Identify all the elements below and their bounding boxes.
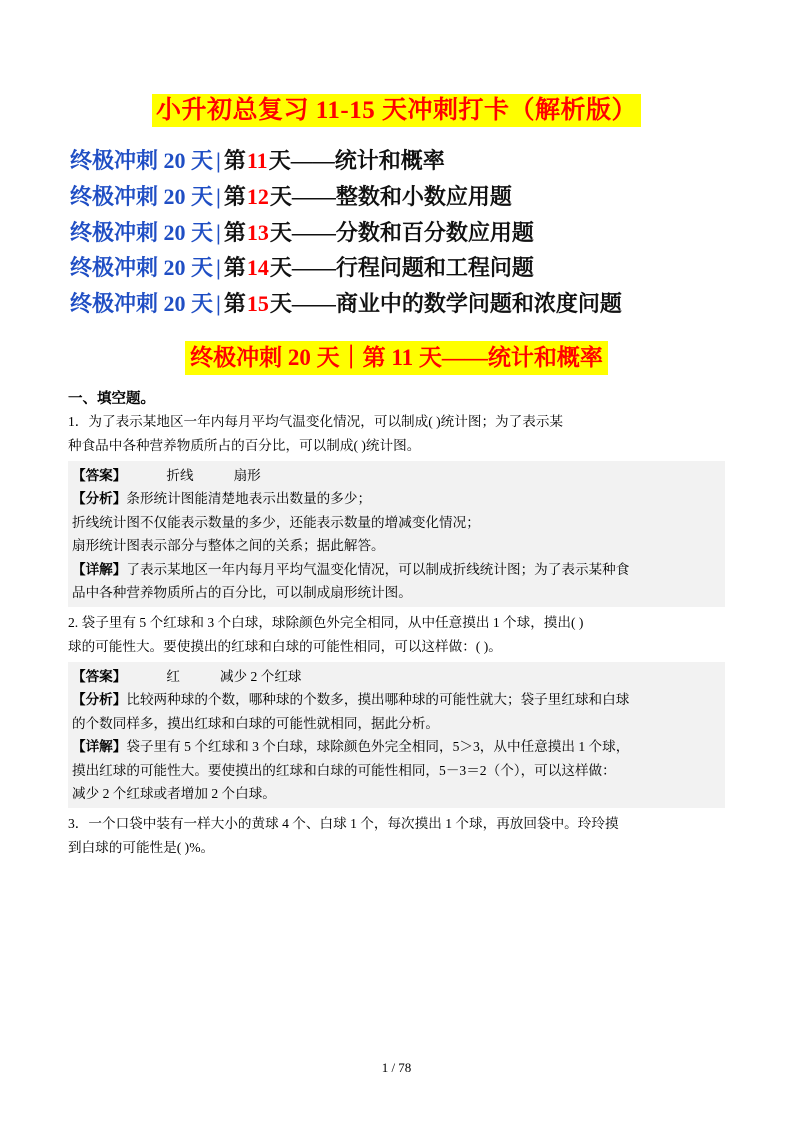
page-footer: 1 / 78 [381,1060,412,1075]
detail-label: 【详解】 [72,561,127,577]
day-label-pre: 第 [223,219,246,245]
day-label-post: 天—— [268,148,335,174]
detail-text: 袋子里有 5 个红球和 3 个白球，球除颜色外完全相同，5＞3，从中任意摸出 1 个球， [126,739,630,755]
question-stem-text: 一个口袋中装有一样大小的黄球 4 个、白球 1 个，每次摸出 1 个球，再放回袋中。玲玲摸 [88,816,619,832]
question-stem-line [68,410,725,433]
day-prefix: 终极冲刺 20 天 [70,148,214,174]
day-prefix: 终极冲刺 20 天 [70,183,214,209]
question-number: 1． [68,414,89,430]
day-number: 12 [246,183,269,209]
list-item [70,143,725,179]
day-number: 13 [246,219,269,245]
question-stem-line: 球的可能性大。要使摸出的红球和白球的可能性相同，可以这样做：( )。 [68,638,502,654]
detail-line [72,735,721,758]
day-prefix: 终极冲刺 20 天 [70,290,214,316]
day-label-pre: 第 [223,148,246,174]
day-list [70,143,725,321]
analysis-line: 扇形统计图表示部分与整体之间的关系；据此解答。 [72,538,385,554]
day-bar: | [216,290,221,316]
day-label-post: 天—— [269,290,336,316]
day-label-post: 天—— [269,183,336,209]
detail-line: 减少 2 个红球或者增加 2 个白球。 [72,785,276,801]
list-item [70,250,725,286]
day-topic: 商业中的数学问题和浓度问题 [335,290,622,316]
day-number: 15 [246,290,269,316]
list-item [70,286,725,322]
answer-label: 【答案】 [72,669,127,685]
detail-line [72,558,721,581]
question-type-heading: 一、填空题。 [68,391,155,408]
question-stem-line: 种食品中各种营养物质所占的百分比，可以制成( )统计图。 [68,437,421,453]
day-bar: | [216,255,221,281]
analysis-label: 【分析】 [72,692,127,708]
day-label-post: 天—— [269,255,336,281]
page-title-text: 小升初总复习 11-15 天冲刺打卡（解析版） [152,94,641,127]
detail-line: 摸出红球的可能性大。要使摸出的红球和白球的可能性相同，5－3＝2（个），可以这样做： [72,762,616,778]
page-title [68,94,725,127]
answer-value: 红 [166,669,180,685]
day-bar: | [216,183,221,209]
analysis-line: 的个数同样多，摸出红球和白球的可能性就相同，据此分析。 [72,715,440,731]
detail-line: 品中各种营养物质所占的百分比，可以制成扇形统计图。 [72,584,412,600]
answer-block-1 [68,461,725,607]
day-prefix: 终极冲刺 20 天 [70,219,214,245]
section-header [68,341,725,375]
day-topic: 统计和概率 [334,148,445,174]
day-number: 14 [246,255,269,281]
question-number: 2. [68,615,79,631]
answer-value: 折线 [166,468,194,484]
detail-label: 【详解】 [72,739,127,755]
analysis-line [72,487,721,510]
day-prefix: 终极冲刺 20 天 [70,255,214,281]
analysis-label: 【分析】 [72,491,127,507]
day-topic: 分数和百分数应用题 [335,219,534,245]
answer-value: 扇形 [233,468,261,484]
day-number: 11 [246,148,268,174]
day-label-pre: 第 [223,183,246,209]
list-item [70,179,725,215]
answer-line [72,464,721,487]
answer-value: 减少 2 个红球 [219,669,302,685]
answer-block-2 [68,662,725,808]
question-stem-text: 为了表示某地区一年内每月平均气温变化情况，可以制成( )统计图；为了表示某 [88,414,564,430]
question-stem-line [68,812,725,835]
day-label-pre: 第 [223,255,246,281]
detail-text: 了表示某地区一年内每月平均气温变化情况，可以制成折线统计图；为了表示某种食 [126,561,630,577]
day-topic: 行程问题和工程问题 [335,255,534,281]
analysis-text: 比较两种球的个数，哪种球的个数多，摸出哪种球的可能性就大；袋子里红球和白球 [126,692,630,708]
section-header-text: 终极冲刺 20 天｜第 11 天——统计和概率 [185,341,608,375]
question-stem-line [68,611,725,634]
answer-line [72,665,721,688]
question-item-2 [68,611,725,658]
analysis-line [72,688,721,711]
day-bar: | [216,219,221,245]
question-stem-text: 袋子里有 5 个红球和 3 个白球，球除颜色外完全相同，从中任意摸出 1 个球，摸出( ) [81,615,584,631]
answer-label: 【答案】 [72,468,127,484]
day-bar: | [216,148,221,174]
question-number: 3． [68,816,89,832]
question-item-3 [68,812,725,859]
analysis-text: 条形统计图能清楚地表示出数量的多少； [126,491,372,507]
list-item [70,215,725,251]
day-label-post: 天—— [269,219,336,245]
question-stem-line: 到白球的可能性是( )%。 [68,839,215,855]
analysis-line: 折线统计图不仅能表示数量的多少，还能表示数量的增减变化情况； [72,514,480,530]
question-item-1 [68,410,725,457]
day-label-pre: 第 [223,290,246,316]
day-topic: 整数和小数应用题 [335,183,512,209]
